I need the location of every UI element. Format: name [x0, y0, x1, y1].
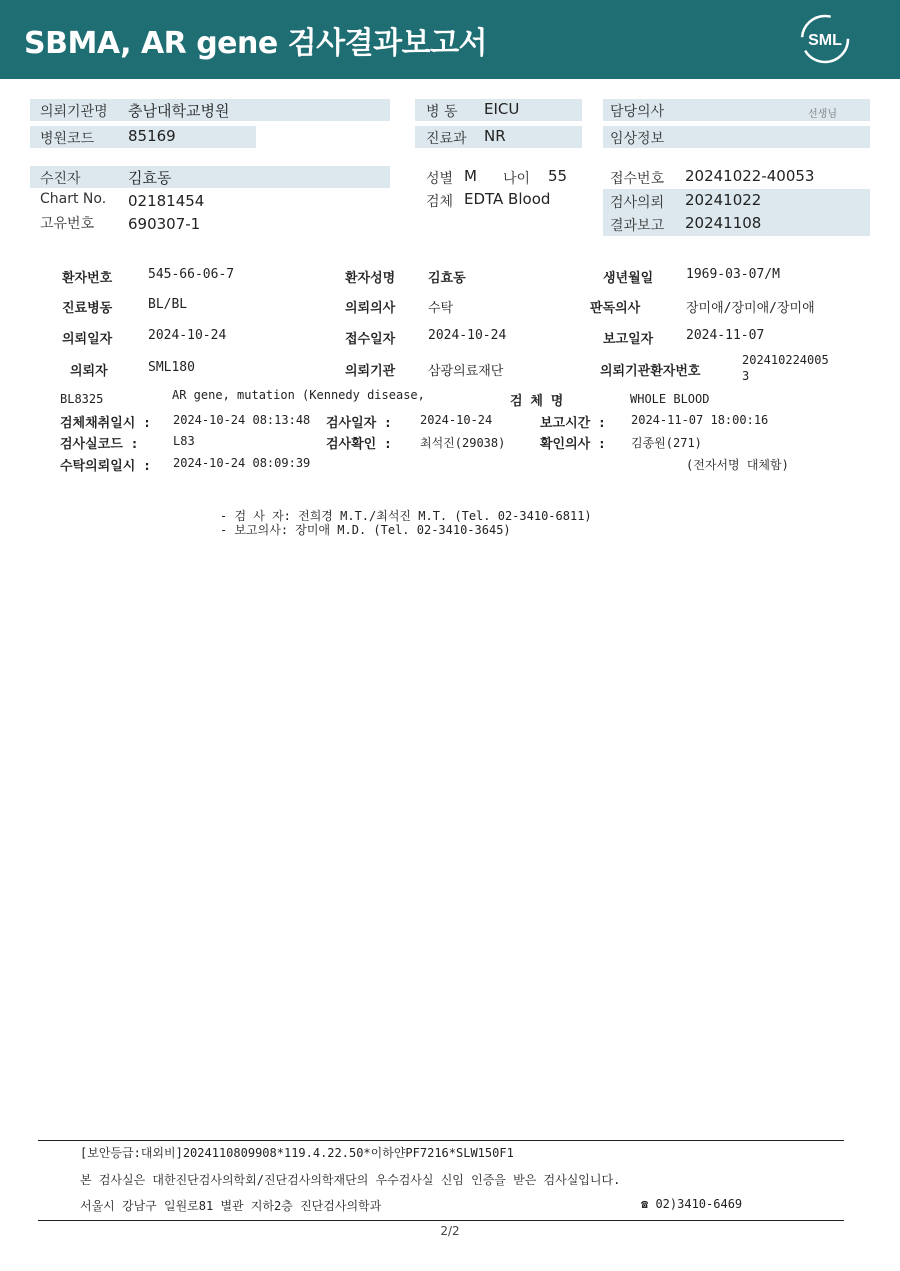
accession-value: 20241022-40053: [685, 167, 815, 185]
dept-label: 진료과: [426, 131, 467, 147]
sex-label: 성별: [426, 171, 454, 187]
ward-label: 병 동: [426, 104, 458, 120]
hosp-code-value: 85169: [128, 127, 176, 145]
report-header: [0, 0, 900, 79]
request-value: 20241022: [685, 191, 762, 209]
uid-value: 690307-1: [128, 215, 201, 233]
reporter-line: - 보고의사: 장미애 M.D. (Tel. 02-3410-3645): [220, 523, 511, 537]
request-label: 검사의뢰: [610, 195, 665, 211]
doctor-label: 담당의사: [610, 104, 665, 120]
inst-value: 삼광의료재단: [428, 364, 504, 379]
dept-value: NR: [484, 127, 506, 145]
dward-label: 진료병동: [62, 301, 113, 316]
chart-label: Chart No.: [40, 191, 107, 207]
recipient-value: 김효동: [128, 169, 172, 187]
recipient-label: 수진자: [40, 171, 81, 187]
reqdate-value: 2024-10-24: [148, 328, 227, 343]
repdate-label: 보고일자: [603, 332, 654, 347]
testdate-value: 2024-10-24: [420, 413, 493, 427]
tester-line: - 검 사 자: 전희경 M.T./최석진 M.T. (Tel. 02-3410-6811): [220, 509, 592, 523]
confirm-value: 최석진(29038): [420, 436, 506, 450]
instpid-value-line2: 3: [742, 369, 750, 383]
accept-value: 2024-10-24 08:09:39: [173, 456, 311, 470]
reader-label: 판독의사: [590, 301, 641, 316]
test-name: AR gene, mutation (Kennedy disease,: [172, 388, 425, 402]
ddoc-label: 의뢰의사: [345, 301, 396, 316]
confirm-label: 검사확인 :: [326, 437, 392, 452]
test-code: BL8325: [60, 392, 104, 406]
requester-value: SML180: [148, 360, 195, 375]
recdate-value: 2024-10-24: [428, 328, 507, 343]
security-line: [보안등급:대외비]2024110809908*119.4.22.50*이하얀PF7216*SLW150F1: [80, 1146, 514, 1160]
pname-label: 환자성명: [345, 271, 396, 286]
testdate-label: 검사일자 :: [326, 416, 392, 431]
collect-label: 검체채취일시 :: [60, 416, 152, 431]
reptime-label: 보고시간 :: [540, 416, 606, 431]
specimen-label: 검체: [426, 194, 454, 210]
report-label: 결과보고: [610, 218, 665, 234]
pname-value: 김효동: [428, 271, 466, 286]
inst-label: 의뢰기관: [345, 364, 396, 379]
accept-label: 수탁의뢰일시 :: [60, 459, 152, 474]
address-line: 서울시 강남구 일원로81 별관 지하2층 진단검사의학과: [80, 1199, 382, 1213]
esign-note: (전자서명 대체함): [686, 458, 789, 472]
svg-text:SML: SML: [808, 32, 842, 49]
ddoc-value: 수탁: [428, 301, 454, 316]
verify-label: 확인의사 :: [540, 437, 606, 452]
spec-label: 검 체 명: [510, 394, 564, 409]
dob-label: 생년월일: [603, 271, 654, 286]
uid-label: 고유번호: [40, 216, 95, 232]
instpid-label: 의뢰기관환자번호: [600, 364, 701, 379]
sex-value: M: [464, 167, 477, 185]
report-value: 20241108: [685, 214, 762, 232]
spec-value: WHOLE BLOOD: [630, 392, 710, 406]
report-title: SBMA, AR gene 검사결과보고서: [24, 26, 488, 61]
repdate-value: 2024-11-07: [686, 328, 765, 343]
page-number: 2/2: [440, 1224, 460, 1238]
reptime-value: 2024-11-07 18:00:16: [631, 413, 769, 427]
sml-logo: [798, 12, 852, 66]
accession-label: 접수번호: [610, 171, 665, 187]
reader-value: 장미애/장미애/장미애: [686, 301, 815, 316]
req-inst-value: 충남대학교병원: [128, 102, 230, 120]
req-inst-label: 의뢰기관명: [40, 104, 108, 120]
collect-value: 2024-10-24 08:13:48: [173, 413, 311, 427]
requester-label: 의뢰자: [70, 364, 108, 379]
reqdate-label: 의뢰일자: [62, 332, 113, 347]
pid-value: 545-66-06-7: [148, 267, 235, 282]
footer-bottom-rule: [38, 1220, 844, 1221]
dward-value: BL/BL: [148, 297, 188, 312]
chart-value: 02181454: [128, 192, 205, 210]
age-value: 55: [548, 167, 568, 185]
footer-top-rule: [38, 1140, 844, 1141]
instpid-value-line1: 202410224005: [742, 353, 829, 367]
verify-value: 김종원(271): [631, 436, 702, 450]
labcode-value: L83: [173, 434, 195, 448]
pid-label: 환자번호: [62, 271, 113, 286]
dob-value: 1969-03-07/M: [686, 267, 780, 282]
ward-value: EICU: [484, 100, 520, 118]
specimen-value: EDTA Blood: [464, 190, 551, 208]
labcode-label: 검사실코드 :: [60, 437, 139, 452]
cert-line: 본 검사실은 대한진단검사의학회/진단검사의학재단의 우수검사실 신임 인증을 받은 검사실입니다.: [80, 1173, 621, 1187]
phone-line: ☎ 02)3410-6469: [641, 1197, 743, 1211]
hosp-code-label: 병원코드: [40, 131, 95, 147]
recdate-label: 접수일자: [345, 332, 396, 347]
age-label: 나이: [503, 171, 531, 187]
recipient-bar: [30, 166, 390, 188]
clinical-label: 임상정보: [610, 131, 665, 147]
doctor-suffix: 선생님: [808, 109, 837, 120]
